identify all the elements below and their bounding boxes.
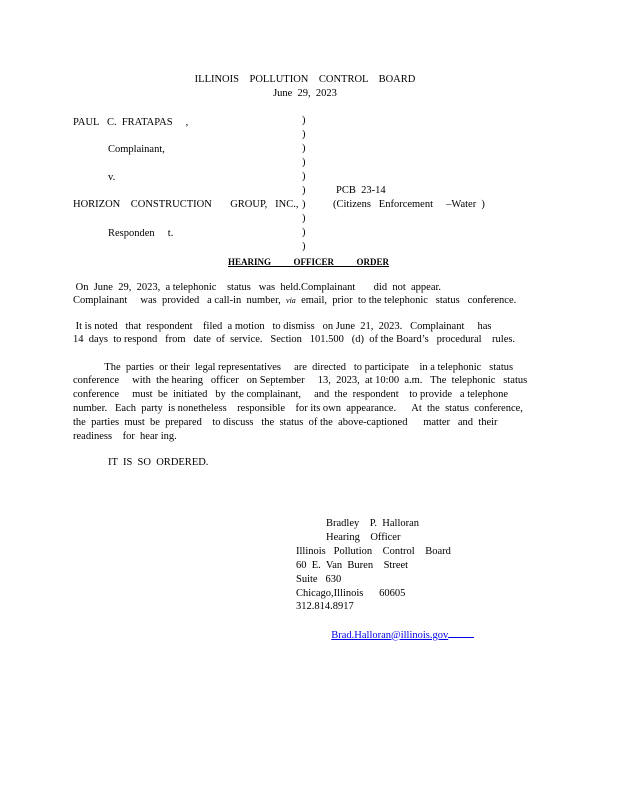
paragraph-3-line-2: conference with the hearing officer on September 13, 2023, at 10:00 a.m. The telephonic status [73,375,528,386]
signer-org: Illinois Pollution Control Board [296,546,451,557]
paragraph-1-line-2 [73,294,516,307]
versus-label: v. [108,172,116,183]
paragraph-3-line-4: number. Each party is nonetheless responsible for its own appearance. At the status conference, [73,403,523,414]
signer-email-wrap [326,614,474,642]
paragraph-3-line-6: readiness for hear ing. [73,431,177,442]
paragraph-3-line-5: the parties must be prepared to discuss the status of the above-captioned matter and their [73,417,498,428]
email-underline-trail [448,628,474,638]
paragraph-3-line-3: conference must be initiated by the complainant, and the respondent to provide a telephone [73,389,509,400]
closing-statement: IT IS SO ORDERED. [108,457,209,468]
signer-email-link[interactable]: Brad.Halloran@illinois.gov [331,629,449,641]
respondent-name: HORIZON CONSTRUCTION GROUP, INC., [73,199,299,210]
signer-title: Hearing Officer [326,532,401,543]
respondent-role: Responden t. [108,228,174,239]
paragraph-1-line-1: On June 29, 2023, a telephonic status was held.Complainant did not appear. [73,282,442,293]
paragraph-1-text-a: Complainant was provided a call-in number, [73,295,287,306]
case-type: (Citizens Enforcement –Water ) [333,199,485,210]
signer-phone: 312.814.8917 [296,601,354,612]
signer-city: Chicago,Illinois 60605 [296,588,406,599]
document-title: HEARING OFFICER ORDER [228,257,390,267]
signer-suite: Suite 630 [296,574,342,585]
paragraph-2-line-2: 14 days to respond from date of service. Section 101.500 (d) of the Board’s procedural rules. [73,334,516,345]
via-italic: via [286,296,296,305]
order-date: June 29, 2023 [273,88,337,99]
complainant-name: PAUL C. FRATAPAS , [73,117,189,128]
caption-parentheses: ) ) ) ) ) ) ) ) ) ) [302,115,306,252]
paragraph-1-text-b: email, prior to the telephonic status conference. [295,295,517,306]
signer-street: 60 E. Van Buren Street [296,560,409,571]
signer-name: Bradley P. Halloran [326,518,420,529]
complainant-role: Complainant, [108,144,165,155]
paragraph-2-line-1: It is noted that respondent filed a motion to dismiss on June 21, 2023. Complainant has [73,321,492,332]
agency-heading: ILLINOIS POLLUTION CONTROL BOARD [194,74,416,85]
case-number: PCB 23-14 [336,185,386,196]
paragraph-3-line-1: The parties or their legal representatives are directed to participate in a telephonic status [73,362,514,373]
